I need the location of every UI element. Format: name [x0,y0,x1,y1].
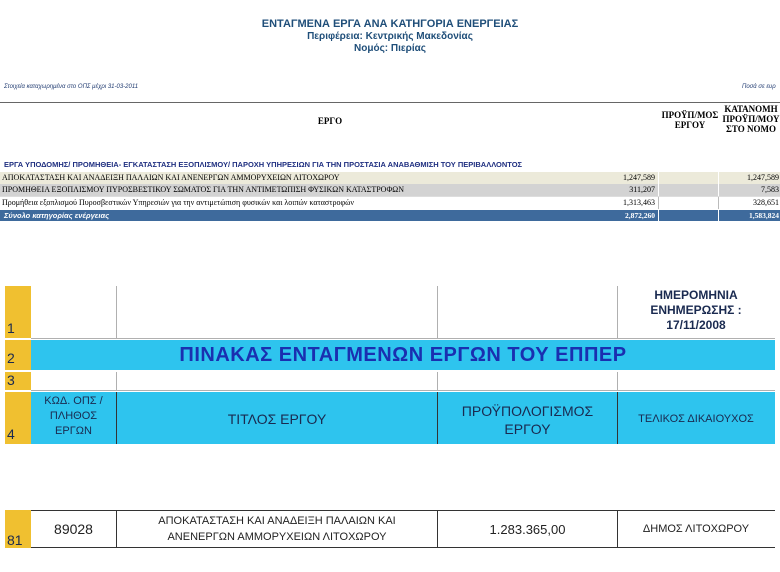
row-title: ΑΠΟΚΑΤΑΣΤΑΣΗ ΚΑΙ ΑΝΑΔΕΙΞΗ ΠΑΛΑΙΩΝ ΚΑΙ ΑΝΕΝΕΡΓΩΝ ΑΜΜΟΡΥΧΕΙΩΝ ΛΙΤΟΧΩΡΟΥ [2,173,340,182]
row-number: 1 [5,286,31,338]
row-budget: 1,247,589 [623,173,655,182]
row-allocation: 7,583 [761,185,779,194]
table-row [0,184,780,196]
table-row [0,172,780,184]
column-header-allocation-l2: ΠΡΟΫΠ/ΜΟΥ [722,114,780,124]
column-header-budget [658,110,722,130]
header-budget-l2: ΕΡΓΟΥ [504,421,551,437]
data-date-note: Στοιχεία καταχωρημένα στο ΟΠΣ μέχρι 31-03-2011 [4,84,139,90]
row-number: 81 [5,510,31,548]
column-header-allocation [720,104,780,134]
row81-title-l2: ΑΝΕΝΕΡΓΩΝ ΑΜΜΟΡΥΧΕΙΩΝ ΛΙΤΟΧΩΡΟΥ [167,531,387,543]
header-code [31,394,116,439]
column-header-budget-l1: ΠΡΟΫΠ/ΜΟΣ [661,110,719,120]
header-code-l3: ΕΡΓΩΝ [55,425,92,437]
update-date [618,288,774,333]
row81-code: 89028 [54,521,93,537]
row81-budget: 1.283.365,00 [489,522,566,537]
currency-note: Ποσά σε ευρ [742,84,776,90]
row-title: ΠΡΟΜΗΘΕΙΑ ΕΞΟΠΛΙΣΜΟΥ ΠΥΡΟΣΒΕΣΤΙΚΟΥ ΣΩΜΑΤΟΣ ΓΙΑ ΤΗΝ ΑΝΤΙΜΕΤΩΠΙΣΗ ΦΥΣΙΚΩΝ ΚΑΤΑΣΤΡΟΦΩΝ [2,185,405,194]
sheet-banner: ΠΙΝΑΚΑΣ ΕΝΤΑΓΜΕΝΩΝ ΕΡΓΩΝ ΤΟΥ ΕΠΠΕΡ [31,340,775,370]
header-code-l1: ΚΩΔ. ΟΠΣ / [44,395,103,407]
header-beneficiary: ΤΕΛΙΚΟΣ ΔΙΚΑΙΟΥΧΟΣ [638,413,754,425]
category-heading: ΕΡΓΑ ΥΠΟΔΟΜΗΣ/ ΠΡΟΜΗΘΕΙΑ- ΕΓΚΑΤΑΣΤΑΣΗ ΕΞΟΠΛΙΣΜΟΥ/ ΠΑΡΟΧΗ ΥΠΗΡΕΣΙΩΝ ΓΙΑ ΤΗΝ ΠΡΟΣΤΑΣΙΑ ΑΝΑΒΑΘΜΙΣΗ ΤΟΥ ΠΕΡΙΒΑΛΛΟΝΤΟΣ [4,160,523,169]
header-budget [438,402,617,438]
row-title: Προμήθεια εξοπλισμού Πυροσβεστικών Υπηρεσιών για την αντιμετώπιση φυσικών και λοιπών καταστροφών [2,198,354,207]
column-header-work: ΕΡΓΟ [317,116,343,126]
column-header-allocation-l3: ΣΤΟ ΝΟΜΟ [726,124,776,134]
row81-beneficiary: ΔΗΜΟΣ ΛΙΤΟΧΩΡΟΥ [642,523,750,535]
table-row [0,196,780,209]
total-allocation: 1,583,824 [749,211,779,220]
column-header-budget-l2: ΕΡΓΟΥ [674,120,706,130]
spreadsheet-snippet [0,284,780,572]
row-allocation: 1,247,589 [747,173,779,182]
row-number: 2 [5,340,31,370]
report-region: Περιφέρεια: Κεντρικής Μακεδονίας [307,31,473,42]
row81-title-l1: ΑΠΟΚΑΤΑΣΤΑΣΗ ΚΑΙ ΑΝΑΔΕΙΞΗ ΠΑΛΑΙΩΝ ΚΑΙ [158,515,396,527]
header-title: ΤΙΤΛΟΣ ΕΡΓΟΥ [227,411,327,427]
column-header-allocation-l1: ΚΑΤΑΝΟΜΗ [724,104,778,114]
report-title: ΕΝΤΑΓΜΕΝΑ ΕΡΓΑ ΑΝΑ ΚΑΤΗΓΟΡΙΑ ΕΝΕΡΓΕΙΑΣ [261,18,519,30]
table-top-rule [0,102,780,103]
row81-title [117,513,437,545]
row-number: 4 [5,392,31,444]
total-label: Σύνολο κατηγορίας ενέργειας [4,211,110,220]
row-budget: 1,313,463 [623,198,655,207]
row-number: 3 [5,372,31,390]
header-code-l2: ΠΛΗΘΟΣ [49,410,98,422]
row-budget: 311,207 [629,185,655,194]
update-date-l1: ΗΜΕΡΟΜΗΝΙΑ [654,288,738,302]
total-budget: 2,872,260 [625,211,655,220]
category-total-row [0,210,780,221]
row-allocation: 328,651 [753,198,779,207]
header-budget-l1: ΠΡΟΫΠΟΛΟΓΙΣΜΟΣ [461,403,594,419]
update-date-l3: 17/11/2008 [666,318,726,332]
update-date-l2: ΕΝΗΜΕΡΩΣΗΣ : [650,303,742,317]
report-prefecture: Νομός: Πιερίας [354,43,426,54]
